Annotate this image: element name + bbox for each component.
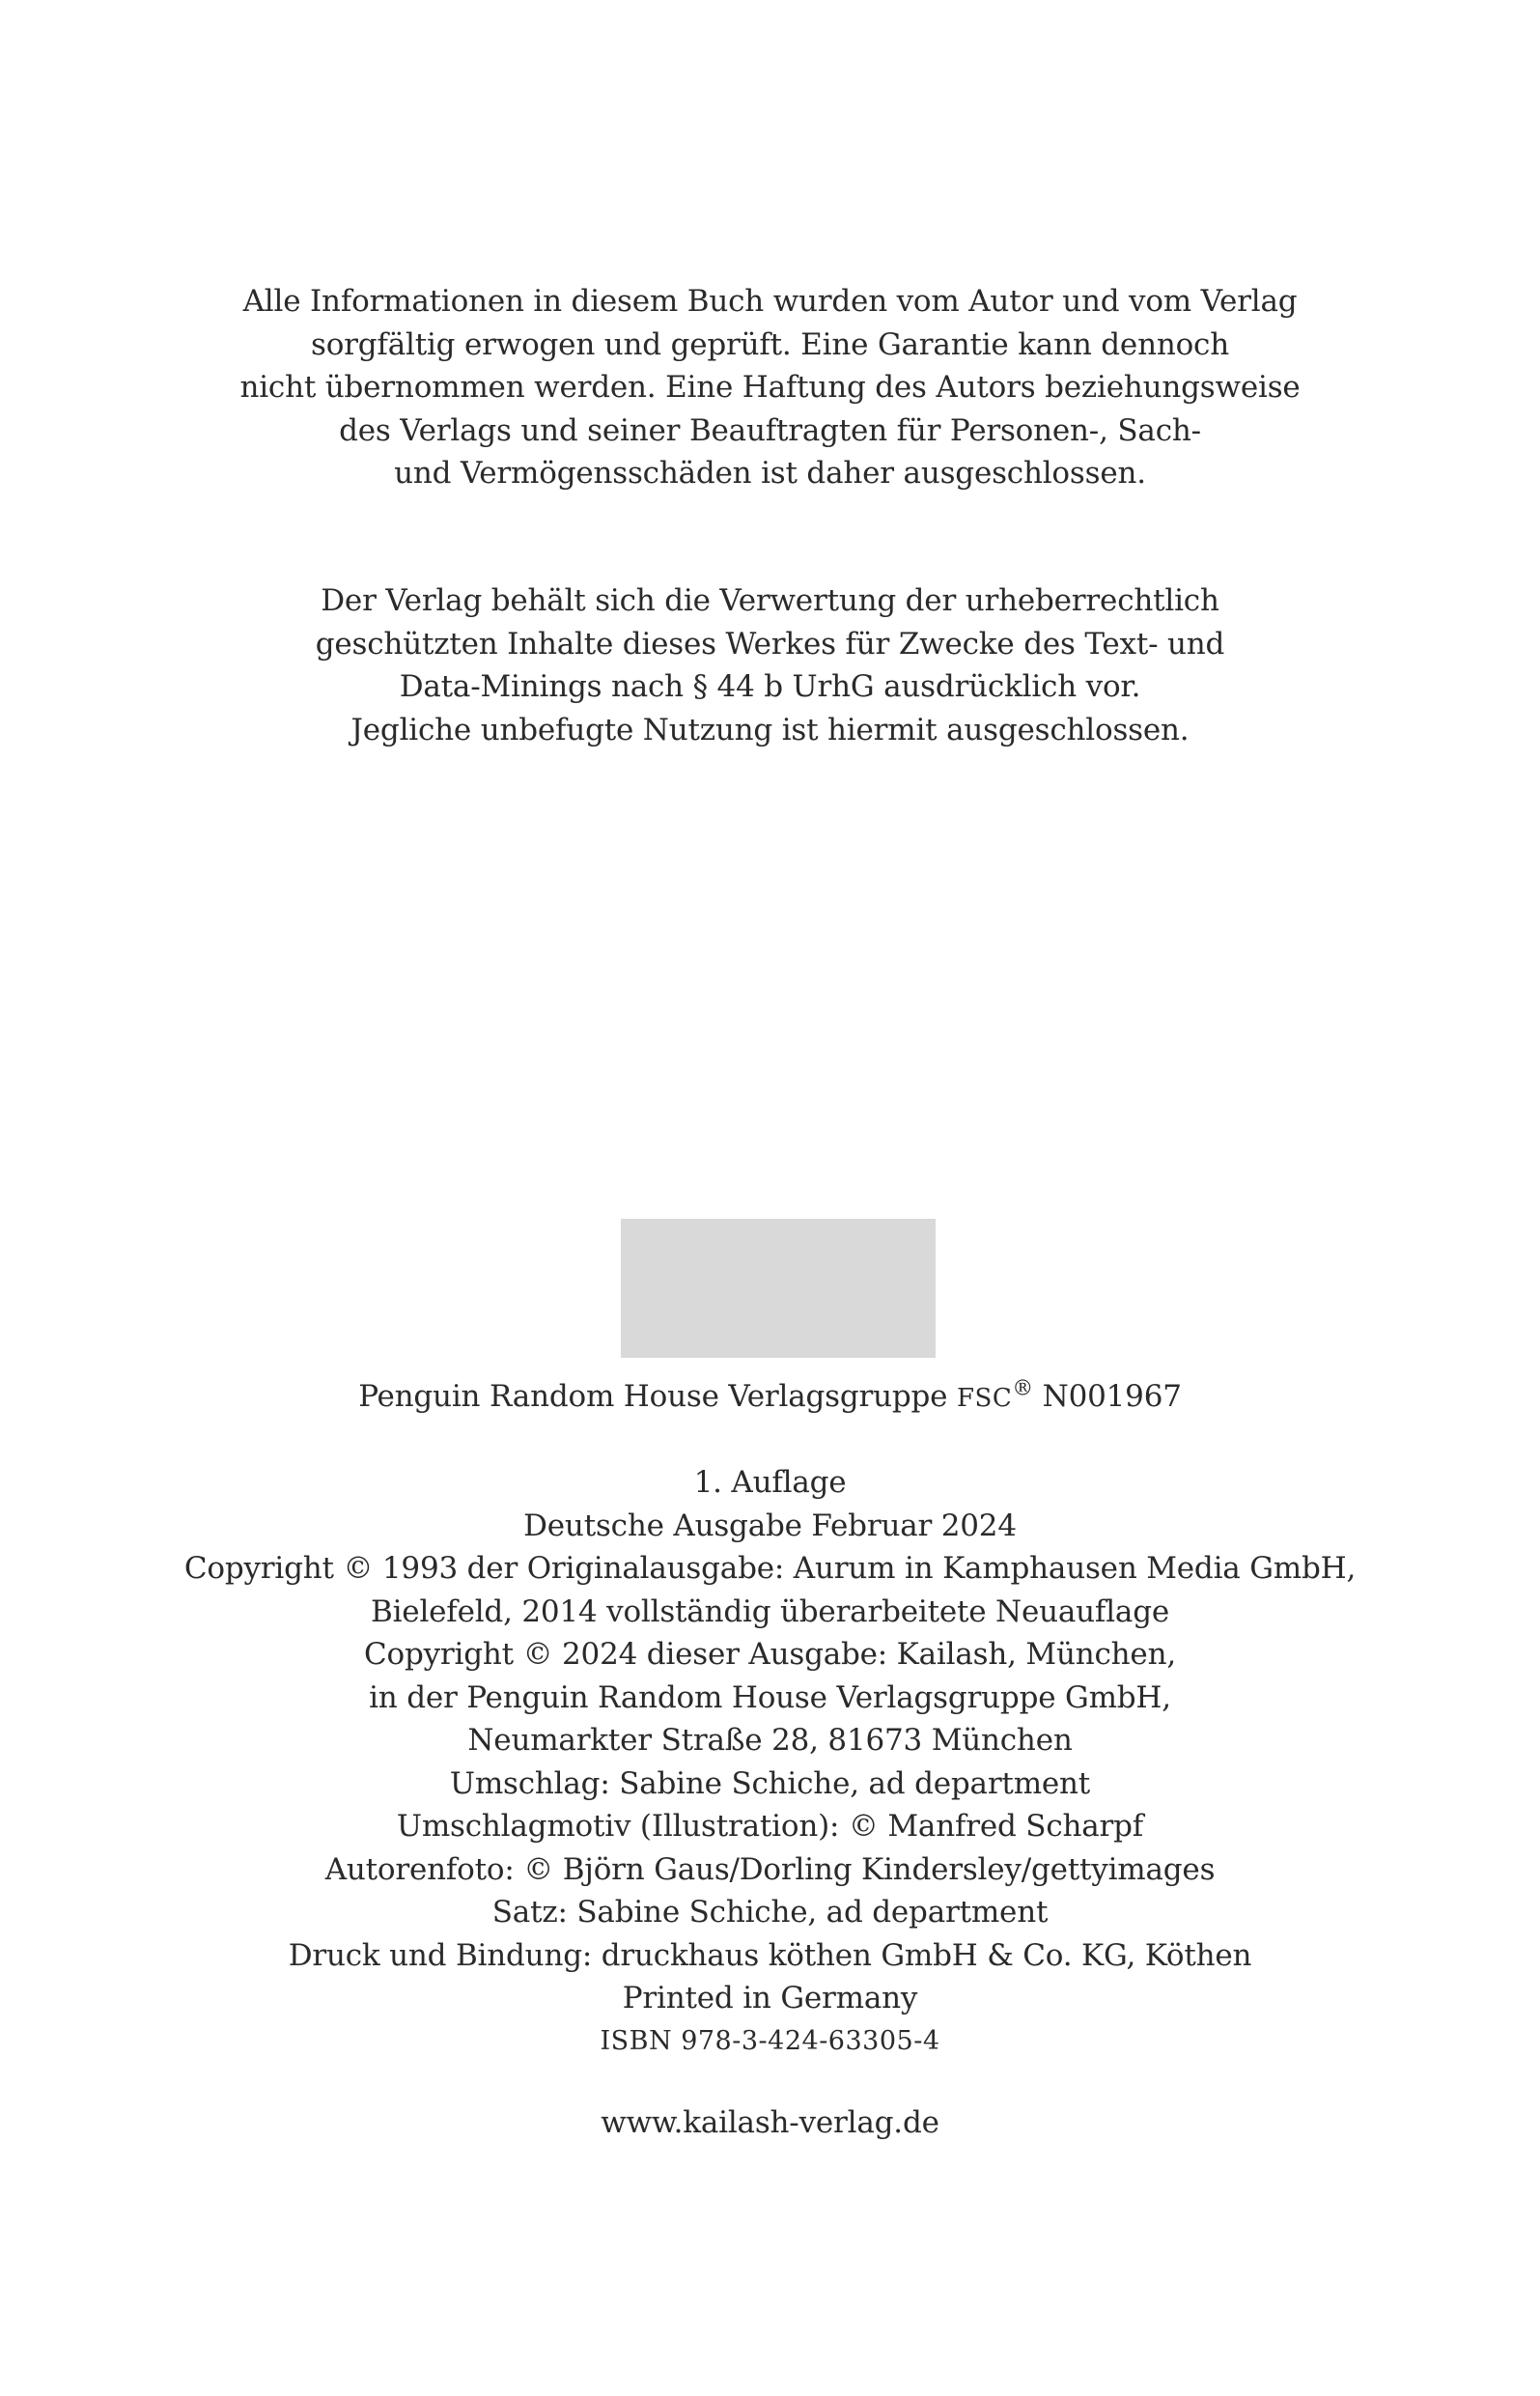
imprint — [0, 1461, 1540, 2063]
edition-date: Deutsche Ausgabe Februar 2024 — [523, 1508, 1017, 1543]
disclaimer-line: nicht übernommen werden. Eine Haftung des Autors beziehungsweise — [239, 370, 1301, 405]
publisher-group: in der Penguin Random House Verlagsgruppe GmbH, — [369, 1679, 1171, 1715]
text-data-mining-notice — [0, 579, 1540, 751]
publisher-address: Neumarkter Straße 28, 81673 München — [467, 1723, 1073, 1758]
fsc-certification-line — [0, 1375, 1540, 1421]
cover-illustration-credit: Umschlagmotiv (Illustration): © Manfred Scharpf — [396, 1809, 1144, 1844]
typesetting-credit: Satz: Sabine Schiche, ad department — [491, 1895, 1049, 1930]
website — [0, 2101, 1540, 2145]
liability-disclaimer — [0, 280, 1540, 495]
fsc-publisher: Penguin Random House Verlagsgruppe — [358, 1379, 957, 1414]
printed-in: Printed in Germany — [622, 1981, 918, 2015]
disclaimer-line: sorgfältig erwogen und geprüft. Eine Garantie kann dennoch — [311, 326, 1229, 362]
disclaimer-line: und Vermögensschäden ist daher ausgeschlossen. — [394, 456, 1146, 491]
fsc-logo-placeholder — [621, 1219, 936, 1358]
tdm-line: geschützten Inhalte dieses Werkes für Zwecke des Text- und — [315, 626, 1225, 662]
tdm-line: Der Verlag behält sich die Verwertung der urheberrechtlich — [321, 583, 1219, 618]
printing-credit: Druck und Bindung: druckhaus köthen GmbH & Co. KG, Köthen — [288, 1937, 1252, 1973]
edition-copyright: Copyright © 2024 dieser Ausgabe: Kailash, München, — [363, 1637, 1176, 1672]
original-copyright: Copyright © 1993 der Originalausgabe: Aurum in Kamphausen Media GmbH, — [183, 1551, 1357, 1586]
tdm-line: Jegliche unbefugte Nutzung ist hiermit ausgeschlossen. — [350, 712, 1190, 747]
disclaimer-line: Alle Informationen in diesem Buch wurden vom Autor und vom Verlag — [242, 284, 1298, 319]
original-copyright-cont: Bielefeld, 2014 vollständig überarbeitete Neuauflage — [371, 1593, 1169, 1629]
cover-credit: Umschlag: Sabine Schiche, ad department — [449, 1765, 1091, 1801]
fsc-certification — [0, 1375, 1540, 1421]
fsc-label: FSC — [956, 1384, 1013, 1413]
isbn: ISBN 978-3-424-63305-4 — [600, 2025, 940, 2056]
author-photo-credit: Autorenfoto: © Björn Gaus/Dorling Kindersley/gettyimages — [324, 1851, 1216, 1887]
tdm-line: Data-Minings nach § 44 b UrhG ausdrücklich vor. — [399, 669, 1141, 704]
website-url: www.kailash-verlag.de — [601, 2105, 939, 2140]
fsc-code: N001967 — [1033, 1379, 1182, 1414]
disclaimer-line: des Verlags und seiner Beauftragten für Personen-, Sach- — [339, 412, 1201, 448]
registered-mark: ® — [1012, 1376, 1034, 1401]
edition: 1. Auflage — [693, 1465, 847, 1500]
